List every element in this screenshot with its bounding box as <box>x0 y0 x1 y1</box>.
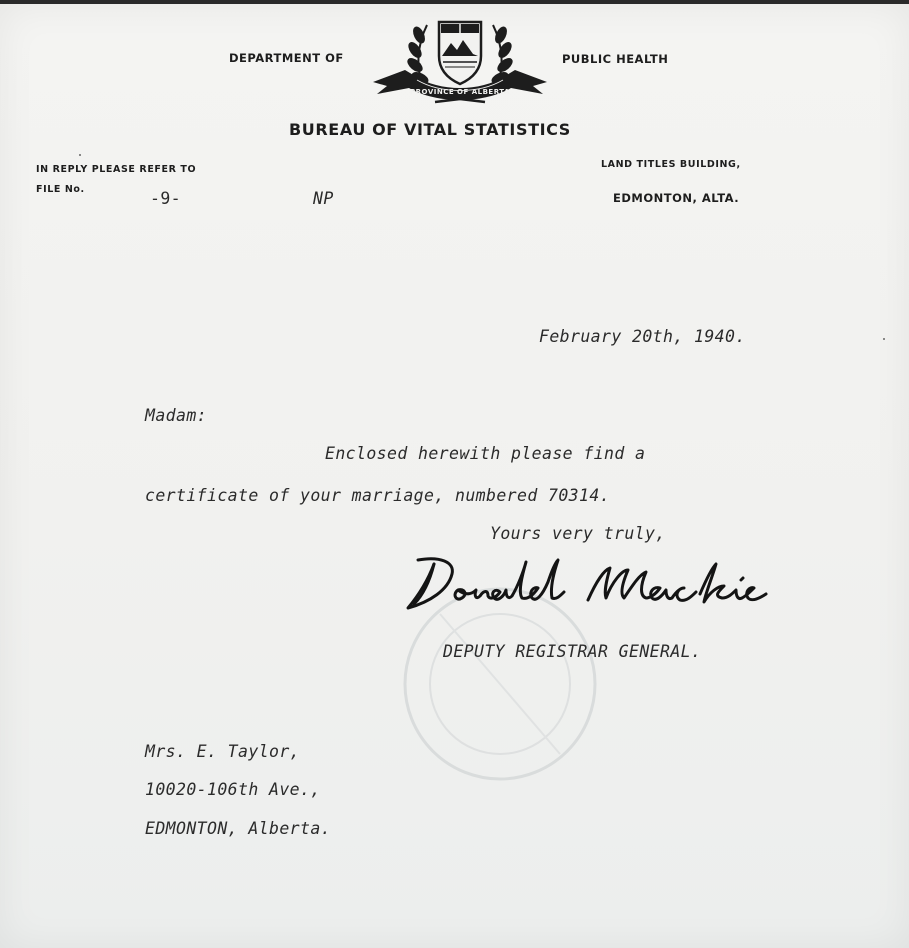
body-line-1: Enclosed herewith please find a <box>325 444 646 463</box>
recipient-city: EDMONTON, Alberta. <box>145 819 332 838</box>
letter-date: February 20th, 1940. <box>539 327 746 346</box>
file-number: -9- <box>150 189 182 208</box>
recipient-street: 10020-106th Ave., <box>145 780 321 799</box>
letter-page <box>0 4 909 948</box>
file-label: FILE No. <box>36 184 85 195</box>
paper-speck <box>883 338 885 340</box>
reply-instruction: IN REPLY PLEASE REFER TO <box>36 164 197 175</box>
signatory-title: DEPUTY REGISTRAR GENERAL. <box>443 642 702 661</box>
bureau-title: BUREAU OF VITAL STATISTICS <box>289 120 571 139</box>
department-label: DEPARTMENT OF <box>229 51 344 65</box>
recipient-name: Mrs. E. Taylor, <box>145 742 301 761</box>
city-label: EDMONTON, ALTA. <box>613 191 740 205</box>
public-health-label: PUBLIC HEALTH <box>562 52 669 66</box>
body-line-2: certificate of your marriage, numbered 70314. <box>145 486 611 505</box>
svg-text:PROVINCE OF ALBERTA: PROVINCE OF ALBERTA <box>410 88 510 96</box>
paper-speck <box>79 154 81 156</box>
handwritten-signature <box>400 552 780 622</box>
building-label: LAND TITLES BUILDING, <box>601 159 741 170</box>
typist-initials: NP <box>313 189 334 208</box>
closing: Yours very truly, <box>490 524 666 543</box>
alberta-crest-icon <box>365 10 555 110</box>
salutation: Madam: <box>145 406 208 425</box>
